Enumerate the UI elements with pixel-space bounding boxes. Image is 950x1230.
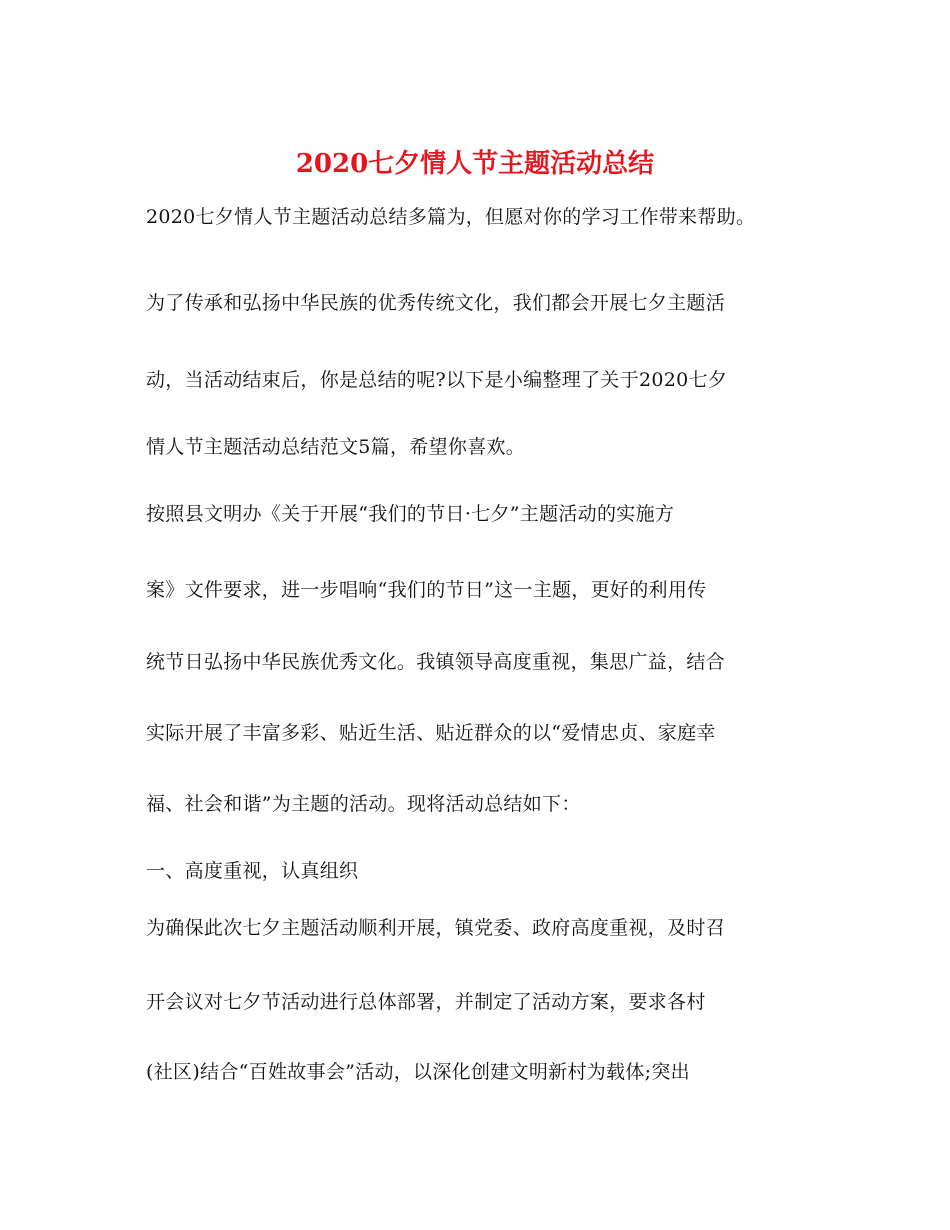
body-line-5: 福、社会和谐”为主题的活动。现将活动总结如下： [146, 793, 581, 815]
body-line-8: (社区)结合“百姓故事会”活动，以深化创建文明新村为载体;突出 [146, 1061, 690, 1083]
intro-line-2: 为了传承和弘扬中华民族的优秀传统文化，我们都会开展七夕主题活 [146, 292, 726, 314]
intro-line-4: 情人节主题活动总结范文5篇，希望你喜欢。 [146, 436, 526, 458]
body-line-2: 案》文件要求，进一步唱响“我们的节日”这一主题，更好的利用传 [146, 579, 707, 601]
body-line-1: 按照县文明办《关于开展“我们的节日·七夕”主题活动的实施方 [146, 503, 675, 525]
body-line-4: 实际开展了丰富多彩、贴近生活、贴近群众的以“爱情忠贞、家庭幸 [146, 722, 716, 744]
intro-line-1: 2020七夕情人节主题活动总结多篇为，但愿对你的学习工作带来帮助。 [146, 206, 756, 228]
body-line-7: 开会议对七夕节活动进行总体部署，并制定了活动方案，要求各村 [146, 991, 706, 1013]
document-title: 2020七夕情人节主题活动总结 [295, 149, 655, 179]
body-line-6: 为确保此次七夕主题活动顺利开展，镇党委、政府高度重视，及时召 [146, 917, 726, 939]
intro-line-3: 动，当活动结束后，你是总结的呢?以下是小编整理了关于2020七夕 [146, 369, 728, 391]
section-heading: 一、高度重视，认真组织 [146, 860, 359, 882]
body-line-3: 统节日弘扬中华民族优秀文化。我镇领导高度重视，集思广益，结合 [146, 651, 726, 673]
